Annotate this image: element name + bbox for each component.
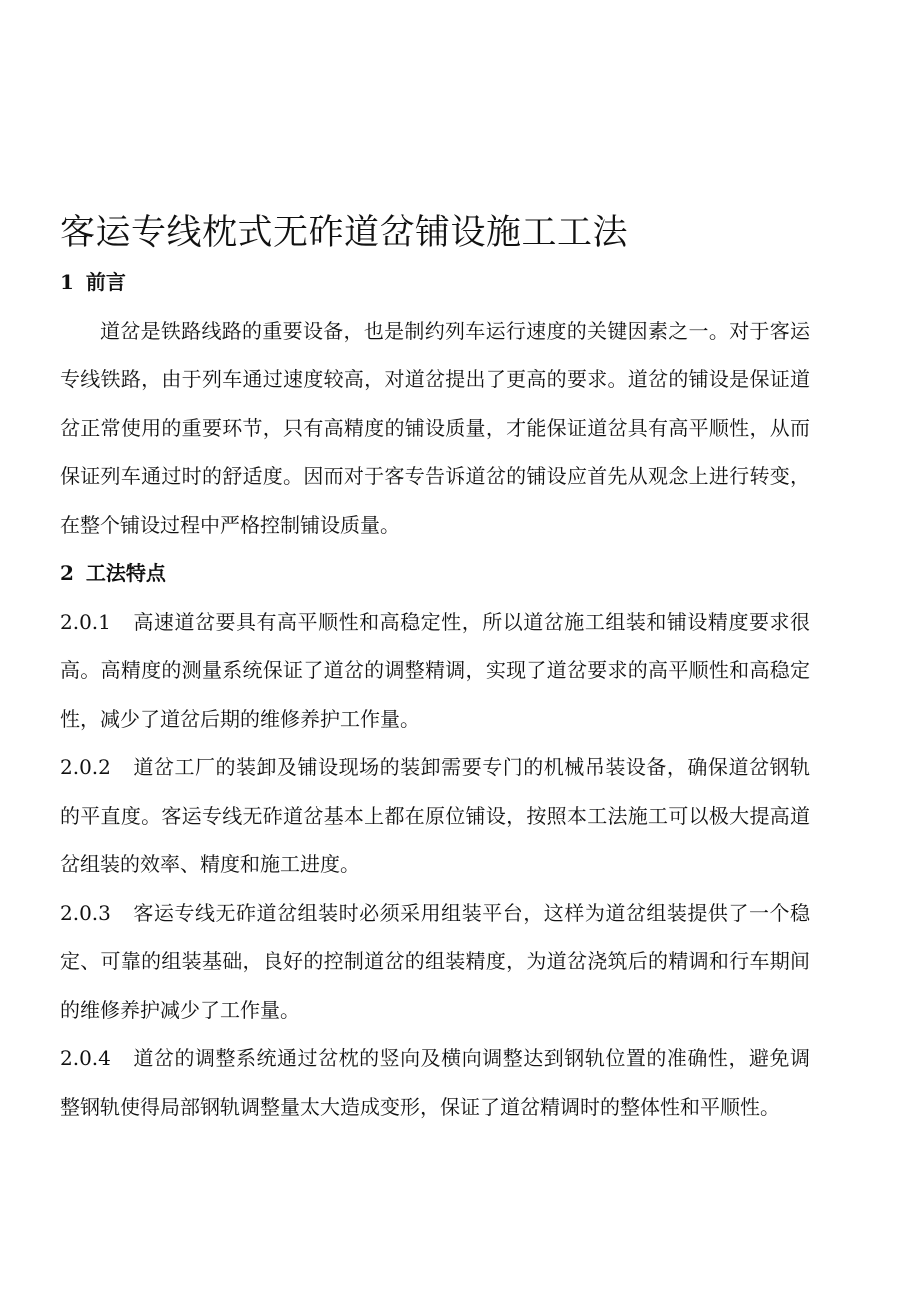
- clause-text: 高速道岔要具有高平顺性和高稳定性，所以道岔施工组装和铺设精度要求很高。高精度的测量系统保证了道岔的调整精调，实现了道岔要求的高平顺性和高稳定性，减少了道岔后期的维修养护工作量。: [60, 609, 810, 731]
- clause-number: 2.0.2: [60, 755, 111, 779]
- clause-number: 2.0.1: [60, 609, 111, 634]
- clause-text: 客运专线无砟道岔组装时必须采用组装平台，这样为道岔组装提供了一个稳定、可靠的组装基础，良好的控制道岔的组装精度，为道岔浇筑后的精调和行车期间的维修养护减少了工作量。: [60, 900, 810, 1022]
- section-heading-preface: [60, 258, 810, 307]
- section-title: 工法特点: [85, 561, 166, 585]
- clause-text: 道岔的调整系统通过岔枕的竖向及横向调整达到钢轨位置的准确性，避免调整钢轨使得局部钢轨调整量太大造成变形，保证了道岔精调时的整体性和平顺性。: [60, 1046, 810, 1119]
- clause-paragraph: [60, 743, 810, 889]
- clause-number: 2.0.3: [60, 900, 111, 925]
- clause-paragraph: [60, 1034, 810, 1131]
- section-title: 前言: [85, 270, 126, 294]
- clause-paragraph: [60, 889, 810, 1035]
- document-body: [60, 258, 810, 1131]
- preface-paragraph: 道岔是铁路线路的重要设备，也是制约列车运行速度的关键因素之一。对于客运专线铁路，由于列车通过速度较高，对道岔提出了更高的要求。道岔的铺设是保证道岔正常使用的重要环节，只有高精度的铺设质量，才能保证道岔具有高平顺性，从而保证列车通过时的舒适度。因而对于客专告诉道岔的铺设应首先从观念上进行转变，在整个铺设过程中严格控制铺设质量。: [60, 318, 810, 537]
- clause-number: 2.0.4: [60, 1046, 111, 1070]
- section-heading-features: [60, 549, 810, 598]
- section-number: 1: [60, 270, 74, 294]
- clause-paragraph: [60, 598, 810, 744]
- clause-text: 道岔工厂的装卸及铺设现场的装卸需要专门的机械吊装设备，确保道岔钢轨的平直度。客运专线无砟道岔基本上都在原位铺设，按照本工法施工可以极大提高道岔组装的效率、精度和施工进度。: [60, 755, 810, 876]
- document-title: 客运专线枕式无砟道岔铺设施工工法: [60, 213, 629, 253]
- section-number: 2: [60, 561, 74, 585]
